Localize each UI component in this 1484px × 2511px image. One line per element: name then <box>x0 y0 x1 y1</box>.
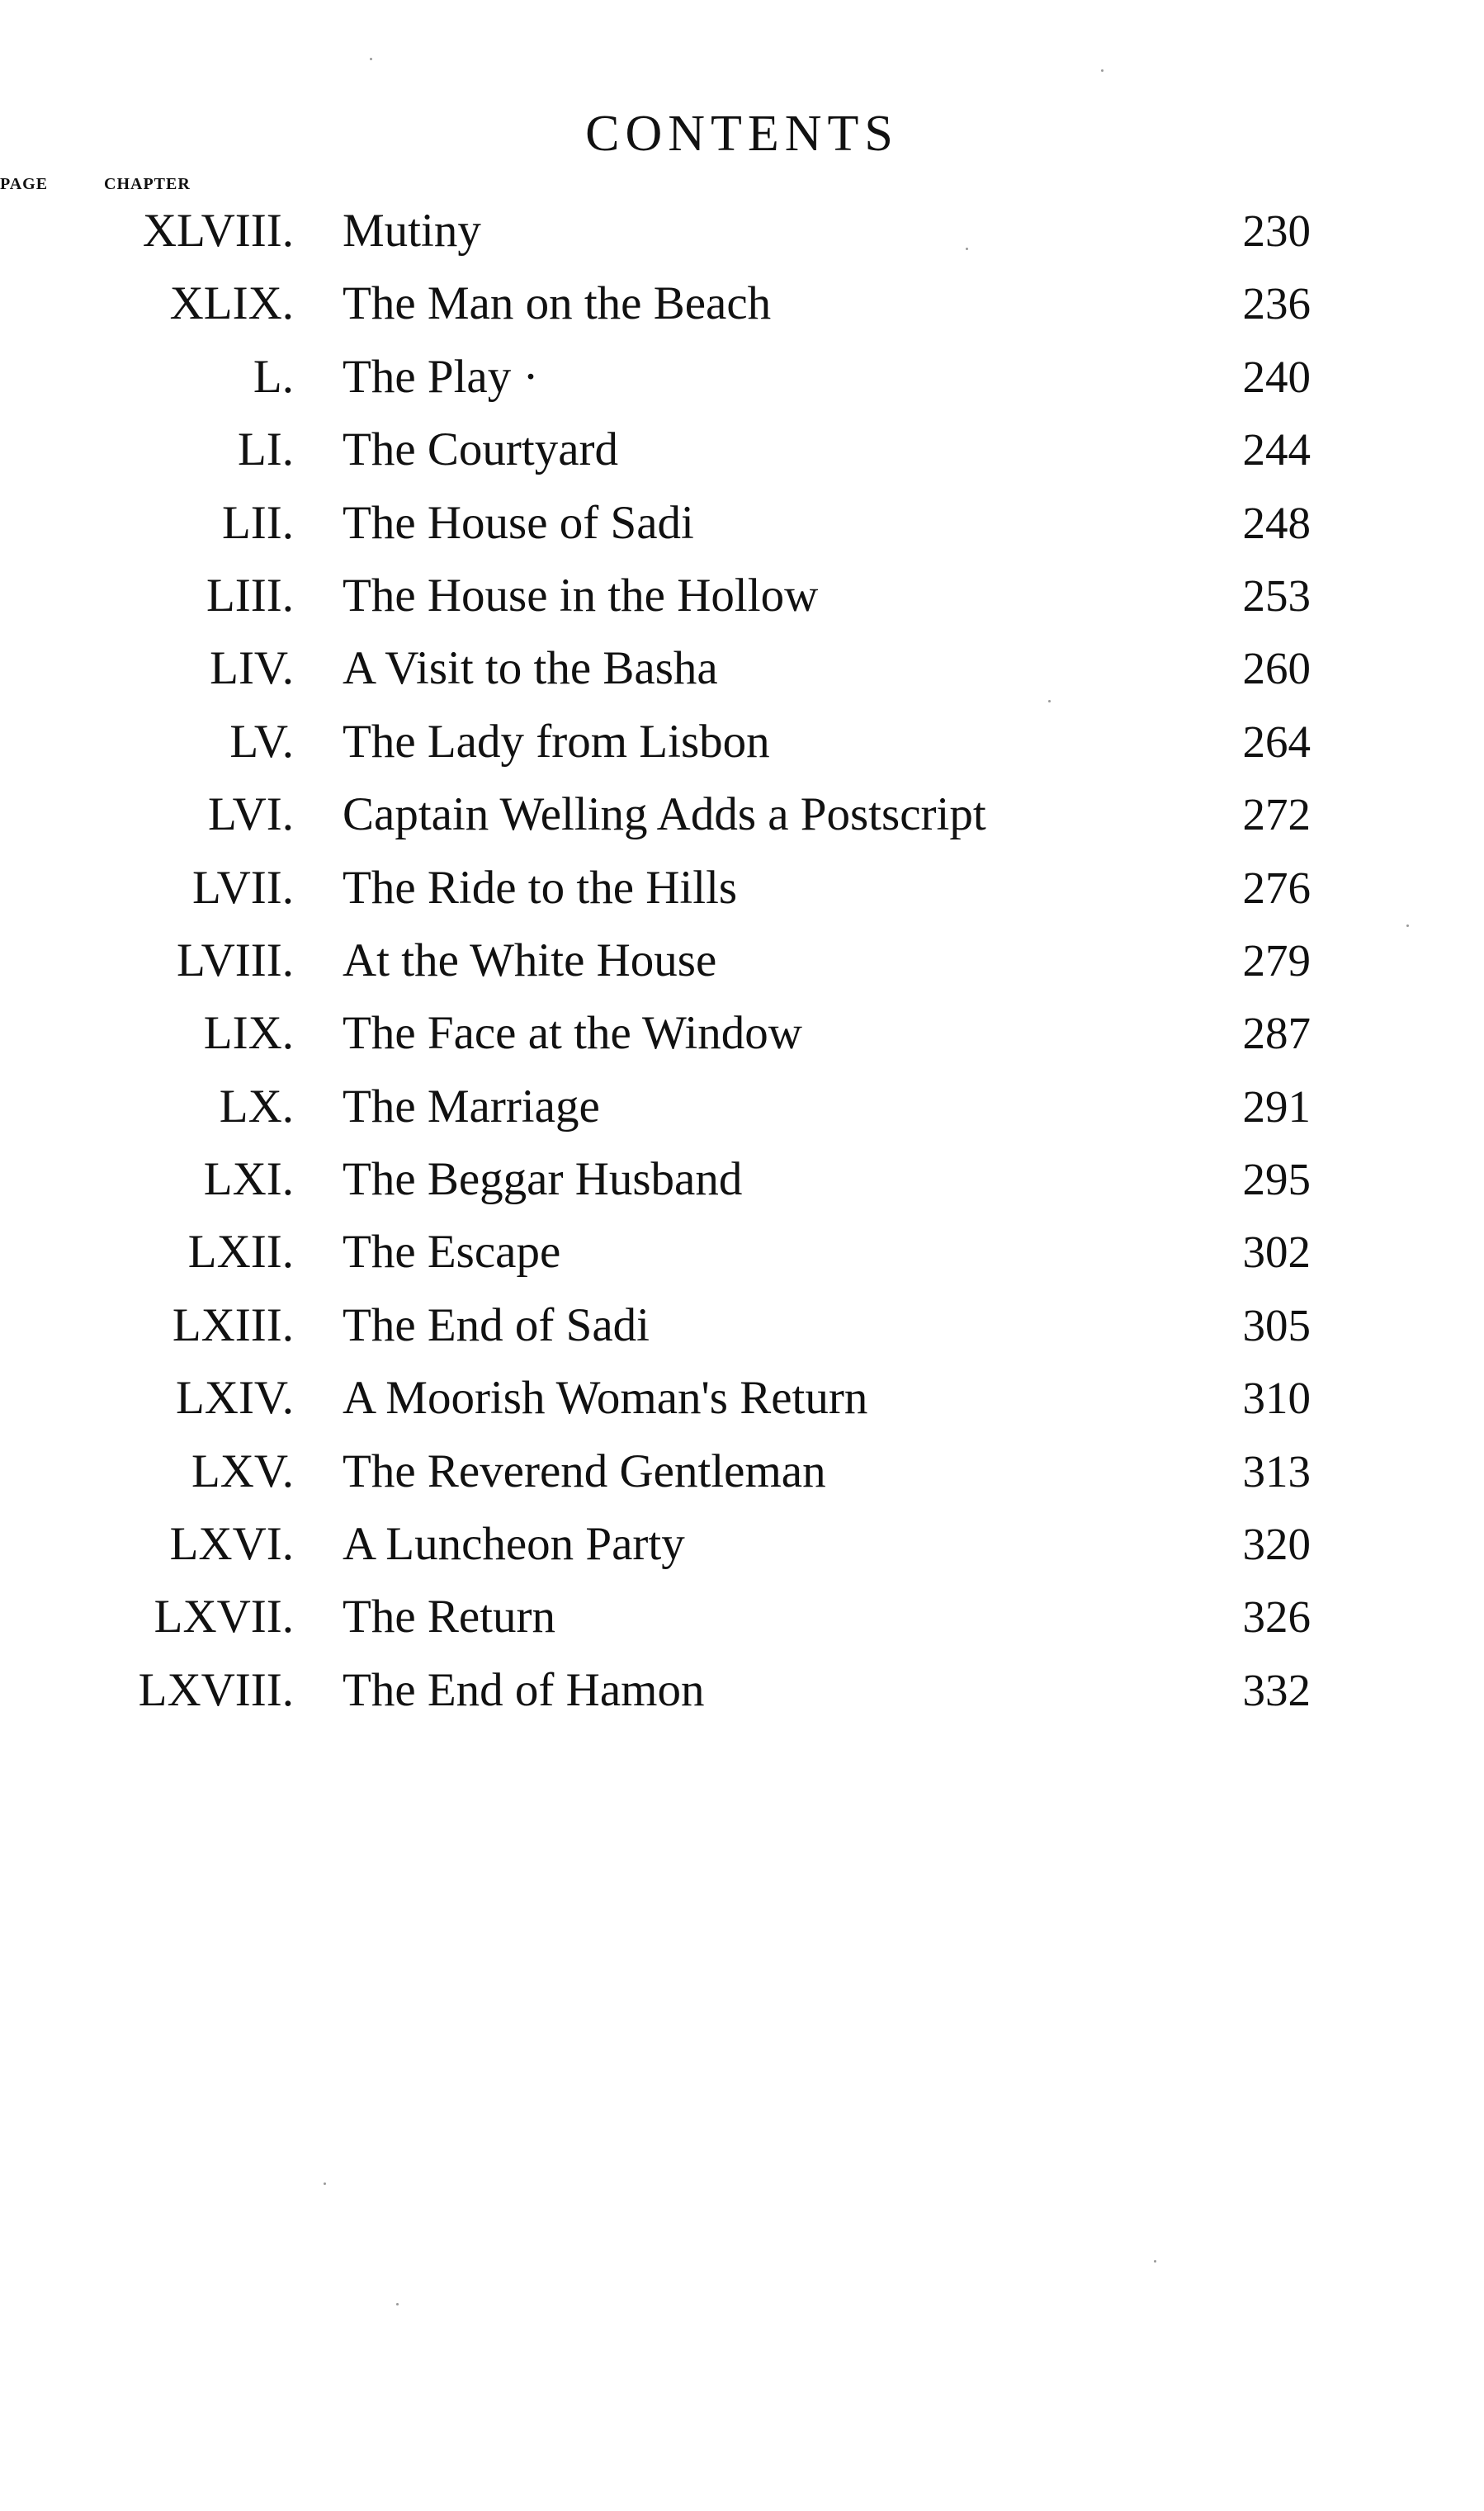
page-number: 253 <box>1242 570 1311 621</box>
chapter-number: LIX. <box>203 1007 294 1060</box>
page-number: 295 <box>1242 1154 1311 1205</box>
page-number: 230 <box>1242 206 1311 256</box>
contents-row <box>0 706 1484 778</box>
contents-row <box>0 1581 1484 1653</box>
contents-row <box>0 924 1484 997</box>
contents-list <box>0 195 1484 1727</box>
page-number: 320 <box>1242 1519 1311 1570</box>
contents-row <box>0 1216 1484 1289</box>
page-number: 260 <box>1242 643 1311 694</box>
chapter-number: LVI. <box>208 788 294 841</box>
paper-speck <box>324 2182 326 2185</box>
contents-row <box>0 1435 1484 1508</box>
chapter-title: The Return <box>343 1591 556 1643</box>
chapter-number: LX. <box>219 1080 294 1133</box>
contents-row <box>0 341 1484 414</box>
chapter-title: The Face at the Window <box>343 1007 802 1060</box>
chapter-title: A Visit to the Basha <box>343 642 718 695</box>
chapter-title: The Man on the Beach <box>343 277 772 330</box>
chapter-number: LI. <box>237 423 294 476</box>
chapter-number: LVII. <box>192 861 294 914</box>
chapter-number: LXIII. <box>172 1298 294 1351</box>
chapter-number: LXVII. <box>154 1591 294 1643</box>
page-number: 305 <box>1242 1299 1311 1350</box>
page-number: 287 <box>1242 1008 1311 1059</box>
chapter-number: LXV. <box>191 1445 294 1497</box>
chapter-title: The End of Sadi <box>343 1298 650 1351</box>
page-column-label: PAGE <box>0 175 49 193</box>
contents-row <box>0 1362 1484 1435</box>
contents-row <box>0 1071 1484 1143</box>
chapter-title: Captain Welling Adds a Postscript <box>343 788 986 841</box>
page-title: CONTENTS <box>585 106 899 162</box>
contents-row <box>0 997 1484 1070</box>
contents-row <box>0 1143 1484 1216</box>
contents-row <box>0 1654 1484 1727</box>
chapter-title: The End of Hamon <box>343 1663 705 1716</box>
contents-row <box>0 852 1484 924</box>
chapter-number: LXIV. <box>175 1372 294 1425</box>
page-number: 291 <box>1242 1081 1311 1132</box>
chapter-number: LII. <box>221 496 294 549</box>
contents-row <box>0 560 1484 632</box>
page-number: 244 <box>1242 424 1311 475</box>
chapter-number: XLIX. <box>169 277 294 330</box>
contents-row <box>0 1508 1484 1581</box>
chapter-title: A Moorish Woman's Return <box>343 1372 868 1425</box>
chapter-title: The Courtyard <box>343 423 618 476</box>
chapter-title: The Marriage <box>343 1080 600 1133</box>
chapter-number: LIV. <box>210 642 294 695</box>
paper-speck <box>1154 2260 1156 2263</box>
chapter-title: The Ride to the Hills <box>343 861 738 914</box>
paper-speck <box>1406 924 1409 927</box>
contents-row <box>0 1289 1484 1362</box>
paper-speck <box>370 58 372 60</box>
chapter-title: The House of Sadi <box>343 496 694 549</box>
chapter-title: The Reverend Gentleman <box>343 1445 826 1497</box>
paper-speck <box>966 248 968 250</box>
page-number: 279 <box>1242 934 1311 986</box>
contents-row <box>0 414 1484 486</box>
chapter-number: LXVIII. <box>138 1663 294 1716</box>
page-number: 332 <box>1242 1664 1311 1715</box>
contents-row <box>0 195 1484 267</box>
paper-speck <box>396 2303 399 2305</box>
contents-row <box>0 778 1484 851</box>
page-number: 236 <box>1242 278 1311 329</box>
page-number: 310 <box>1242 1373 1311 1424</box>
chapter-number: L. <box>253 350 294 403</box>
chapter-title: At the White House <box>343 934 717 986</box>
contents-row <box>0 267 1484 340</box>
chapter-number: LVIII. <box>177 934 294 986</box>
contents-row <box>0 487 1484 560</box>
chapter-number: XLVIII. <box>142 205 294 257</box>
chapter-number: LV. <box>229 715 294 768</box>
page-number: 313 <box>1242 1445 1311 1497</box>
chapter-title: The Play · <box>343 350 539 403</box>
chapter-title: The Escape <box>343 1226 561 1279</box>
chapter-number: LXII. <box>187 1226 294 1279</box>
chapter-column-label: CHAPTER <box>104 175 191 193</box>
page-number: 272 <box>1242 789 1311 840</box>
page-number: 248 <box>1242 497 1311 548</box>
chapter-title: The House in the Hollow <box>343 569 819 622</box>
chapter-number: LXVI. <box>169 1518 294 1571</box>
page-number: 302 <box>1242 1227 1311 1278</box>
chapter-number: LXI. <box>203 1153 294 1206</box>
page-number: 326 <box>1242 1591 1311 1643</box>
page-number: 276 <box>1242 862 1311 913</box>
paper-speck <box>1101 69 1104 72</box>
chapter-title: The Beggar Husband <box>343 1153 743 1206</box>
page-number: 264 <box>1242 716 1311 767</box>
chapter-title: A Luncheon Party <box>343 1518 685 1571</box>
paper-speck <box>1048 700 1051 702</box>
chapter-number: LIII. <box>206 569 294 622</box>
contents-row <box>0 632 1484 705</box>
page-number: 240 <box>1242 351 1311 402</box>
chapter-title: Mutiny <box>343 205 481 257</box>
chapter-title: The Lady from Lisbon <box>343 715 770 768</box>
